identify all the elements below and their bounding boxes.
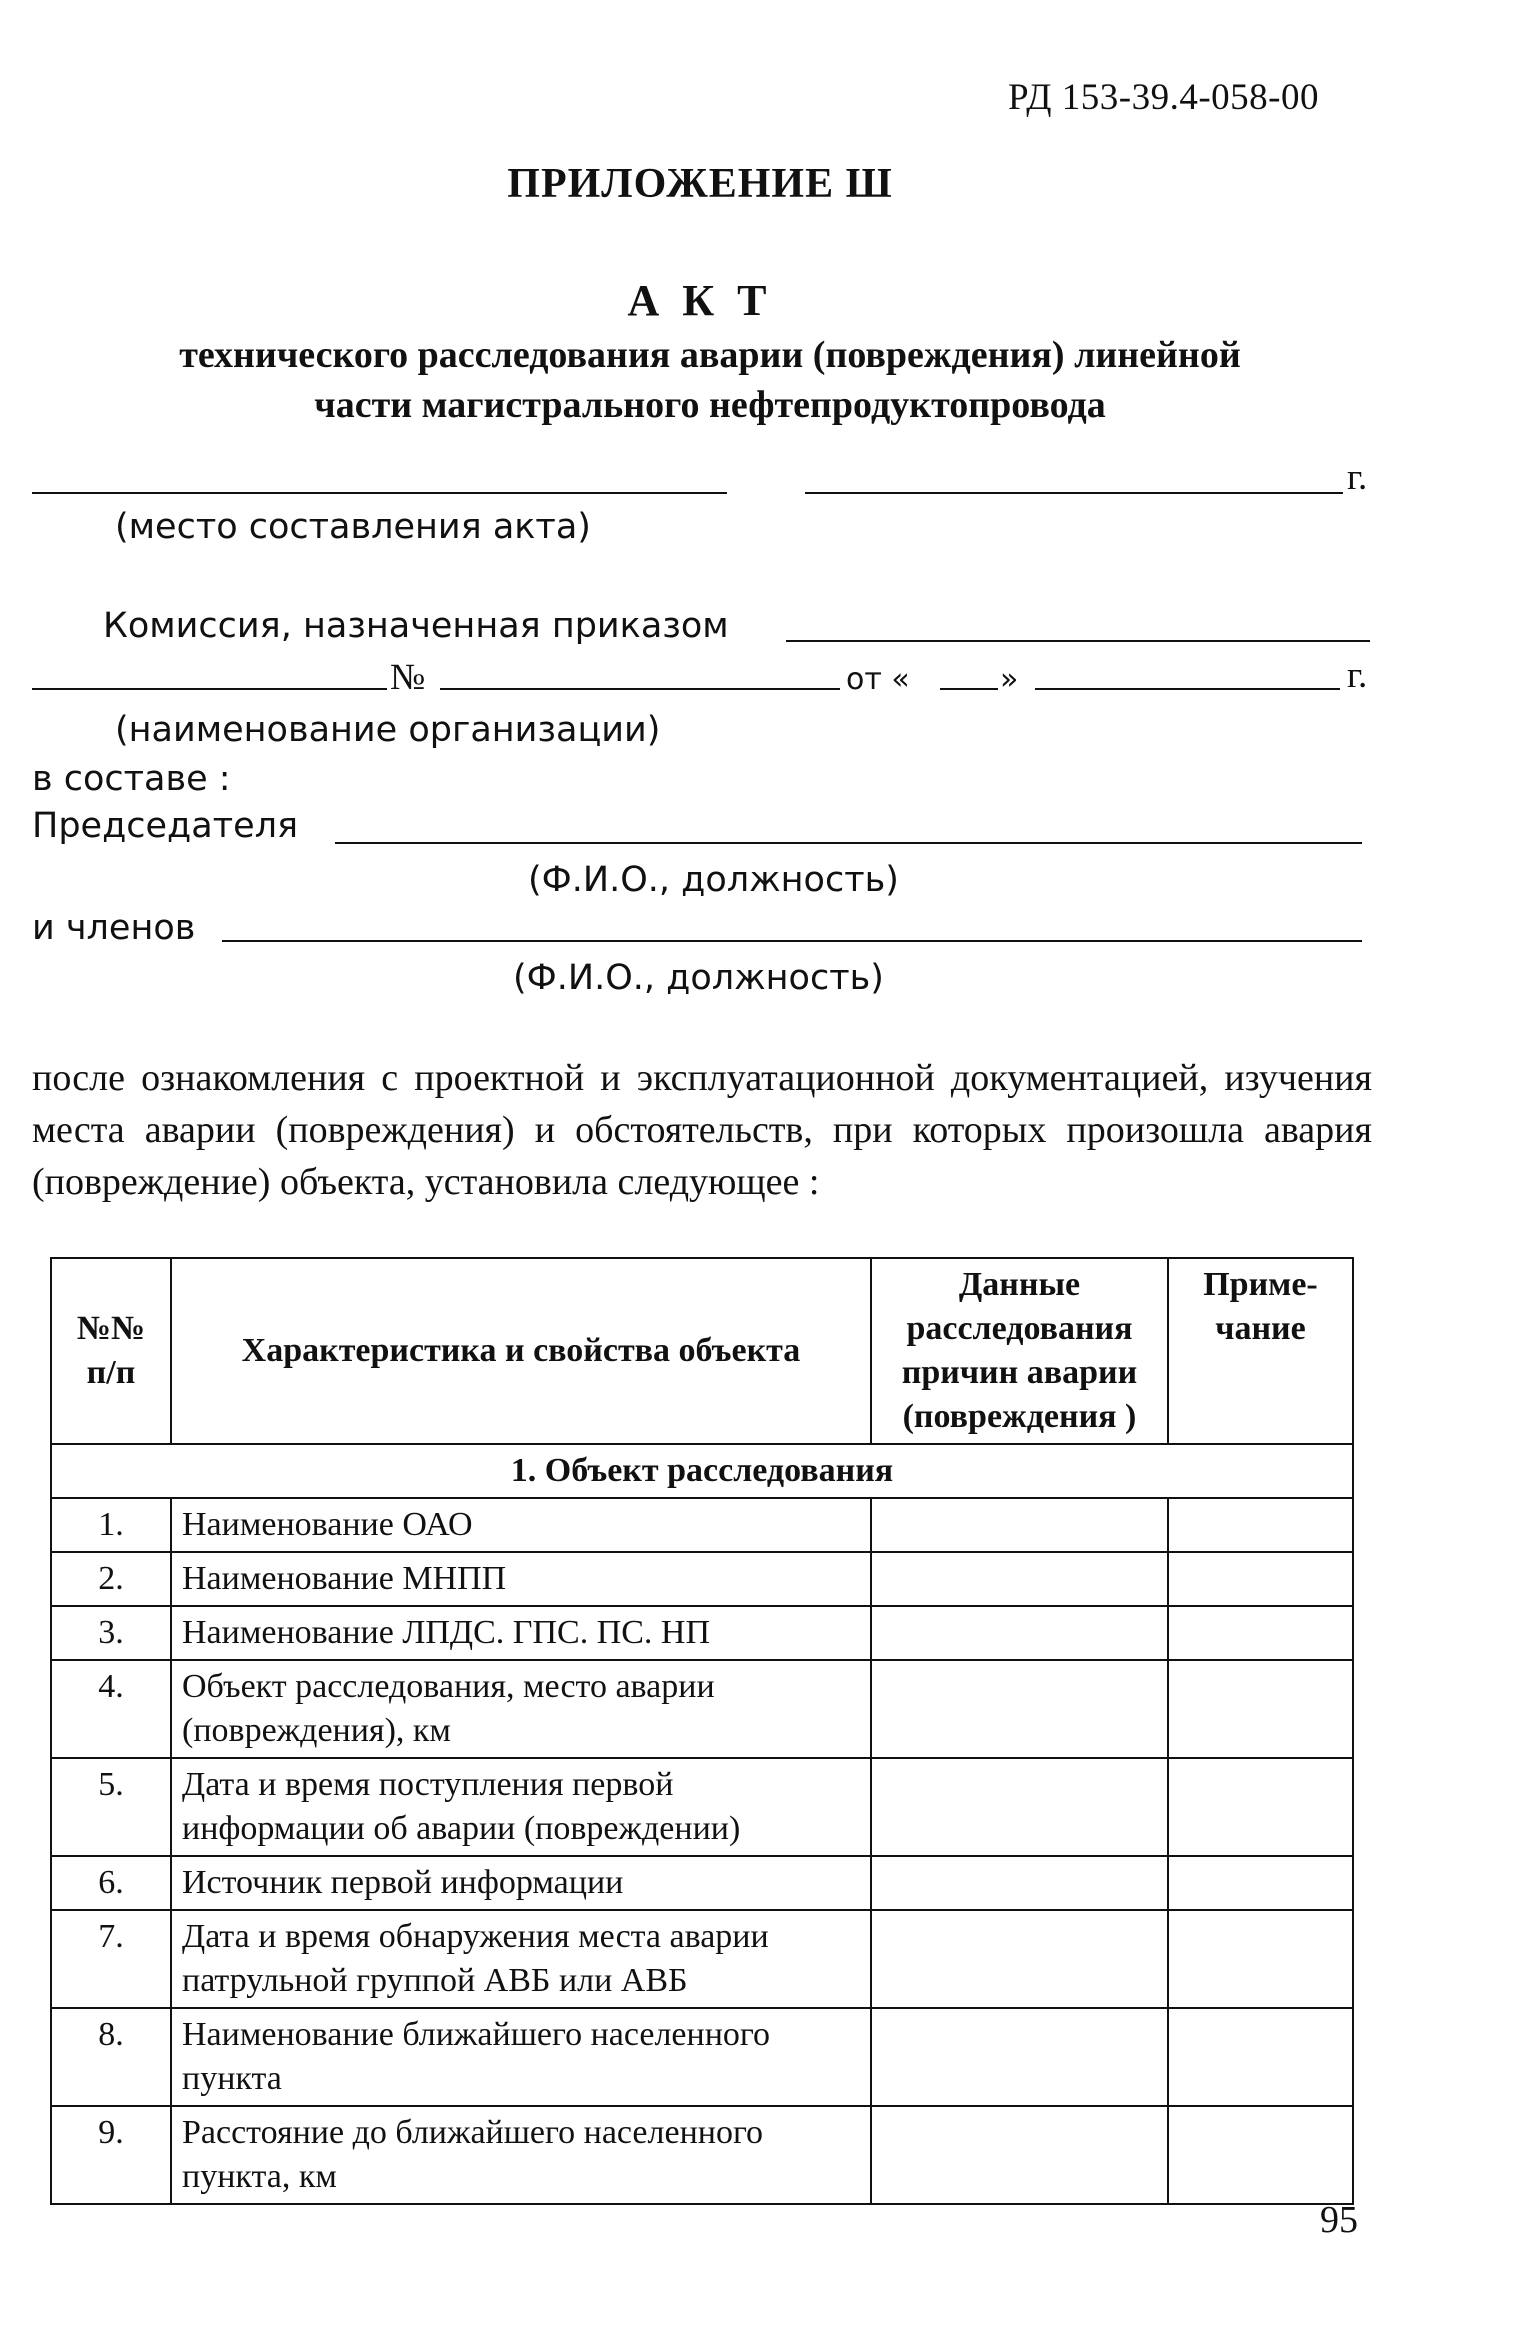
- number-sign: №: [390, 657, 426, 698]
- row-text: Дата и время поступления первой информации об аварии (повреждении): [171, 1758, 871, 1856]
- table-row: [51, 1910, 1353, 2008]
- chairman-field[interactable]: [335, 842, 1362, 844]
- row-text: Наименование МНПП: [171, 1552, 871, 1606]
- row-data-cell[interactable]: [871, 1552, 1168, 1606]
- page-number: 95: [1320, 2199, 1358, 2241]
- year-suffix-2: г.: [1347, 655, 1368, 696]
- section-title: 1. Объект расследования: [51, 1444, 1353, 1498]
- row-note-cell[interactable]: [1168, 2106, 1353, 2204]
- row-text: Наименование ближайшего населенного пункта: [171, 2008, 871, 2106]
- header-note: Приме-чание: [1168, 1258, 1353, 1444]
- section-row: [51, 1444, 1353, 1498]
- row-text: Наименование ОАО: [171, 1498, 871, 1552]
- header-characteristic: Характеристика и свойства объекта: [171, 1258, 871, 1444]
- row-number: 6.: [51, 1856, 171, 1910]
- row-number: 8.: [51, 2008, 171, 2106]
- row-data-cell[interactable]: [871, 1660, 1168, 1758]
- row-note-cell[interactable]: [1168, 1606, 1353, 1660]
- row-note-cell[interactable]: [1168, 2008, 1353, 2106]
- order-day-field[interactable]: [940, 688, 998, 690]
- table-row: [51, 2106, 1353, 2204]
- row-note-cell[interactable]: [1168, 1758, 1353, 1856]
- act-subtitle-line-2: части магистрального нефтепродуктопровода: [314, 384, 1106, 426]
- header-num: №№ п/п: [51, 1258, 171, 1444]
- fio-caption-1: (Ф.И.О., должность): [528, 860, 899, 900]
- row-text: Наименование ЛПДС. ГПС. ПС. НП: [171, 1606, 871, 1660]
- table-row: [51, 1758, 1353, 1856]
- row-data-cell[interactable]: [871, 1498, 1168, 1552]
- place-caption: (место составления акта): [115, 507, 591, 547]
- act-title: А К Т: [627, 276, 773, 325]
- row-note-cell[interactable]: [1168, 1552, 1353, 1606]
- table-row: [51, 2008, 1353, 2106]
- order-month-field[interactable]: [1035, 688, 1340, 690]
- from-close: »: [1000, 662, 1019, 697]
- body-paragraph: после ознакомления с проектной и эксплуатационной документацией, изучения места аварии (повреждения) и обстоятельств, при которых произошла авария (повреждение) объекта, установила следующее :: [32, 1057, 1372, 1203]
- act-subtitle: [60, 330, 1360, 430]
- investigation-table: [50, 1257, 1354, 2205]
- row-data-cell[interactable]: [871, 2106, 1168, 2204]
- chairman-label: Председателя: [32, 806, 299, 846]
- commission-label: Комиссия, назначенная приказом: [103, 606, 729, 646]
- row-text: Расстояние до ближайшего населенного пункта, км: [171, 2106, 871, 2204]
- row-number: 3.: [51, 1606, 171, 1660]
- from-label: от «: [846, 662, 910, 697]
- row-number: 1.: [51, 1498, 171, 1552]
- row-number: 4.: [51, 1660, 171, 1758]
- row-data-cell[interactable]: [871, 2008, 1168, 2106]
- row-note-cell[interactable]: [1168, 1660, 1353, 1758]
- appendix-title: ПРИЛОЖЕНИЕ Ш: [507, 161, 893, 207]
- order-field[interactable]: [786, 640, 1370, 642]
- header-data: Данные расследования причин аварии (повреждения ): [871, 1258, 1168, 1444]
- row-data-cell[interactable]: [871, 1856, 1168, 1910]
- table-row: [51, 1856, 1353, 1910]
- row-text: Источник первой информации: [171, 1856, 871, 1910]
- table-row: [51, 1552, 1353, 1606]
- row-data-cell[interactable]: [871, 1606, 1168, 1660]
- place-field[interactable]: [32, 492, 727, 494]
- members-label: и членов: [32, 908, 196, 948]
- organization-caption: (наименование организации): [115, 710, 661, 750]
- table-row: [51, 1606, 1353, 1660]
- composition-label: в составе :: [32, 759, 231, 799]
- members-field[interactable]: [222, 940, 1362, 942]
- act-subtitle-line-1: технического расследования аварии (повреждения) линейной: [179, 334, 1241, 376]
- table-row: [51, 1660, 1353, 1758]
- row-note-cell[interactable]: [1168, 1498, 1353, 1552]
- row-number: 7.: [51, 1910, 171, 2008]
- row-text: Объект расследования, место аварии (повреждения), км: [171, 1660, 871, 1758]
- row-data-cell[interactable]: [871, 1758, 1168, 1856]
- document-code: РД 153-39.4-058-00: [1008, 77, 1319, 118]
- row-text: Дата и время обнаружения места аварии патрульной группой АВБ или АВБ: [171, 1910, 871, 2008]
- table-row: [51, 1498, 1353, 1552]
- row-note-cell[interactable]: [1168, 1910, 1353, 2008]
- organization-field[interactable]: [32, 688, 387, 690]
- fio-caption-2: (Ф.И.О., должность): [513, 958, 884, 998]
- row-number: 5.: [51, 1758, 171, 1856]
- date-field[interactable]: [805, 492, 1343, 494]
- row-data-cell[interactable]: [871, 1910, 1168, 2008]
- row-note-cell[interactable]: [1168, 1856, 1353, 1910]
- year-suffix: г.: [1347, 457, 1368, 498]
- row-number: 9.: [51, 2106, 171, 2204]
- order-number-field[interactable]: [440, 688, 840, 690]
- row-number: 2.: [51, 1552, 171, 1606]
- table-header-row: [51, 1258, 1353, 1444]
